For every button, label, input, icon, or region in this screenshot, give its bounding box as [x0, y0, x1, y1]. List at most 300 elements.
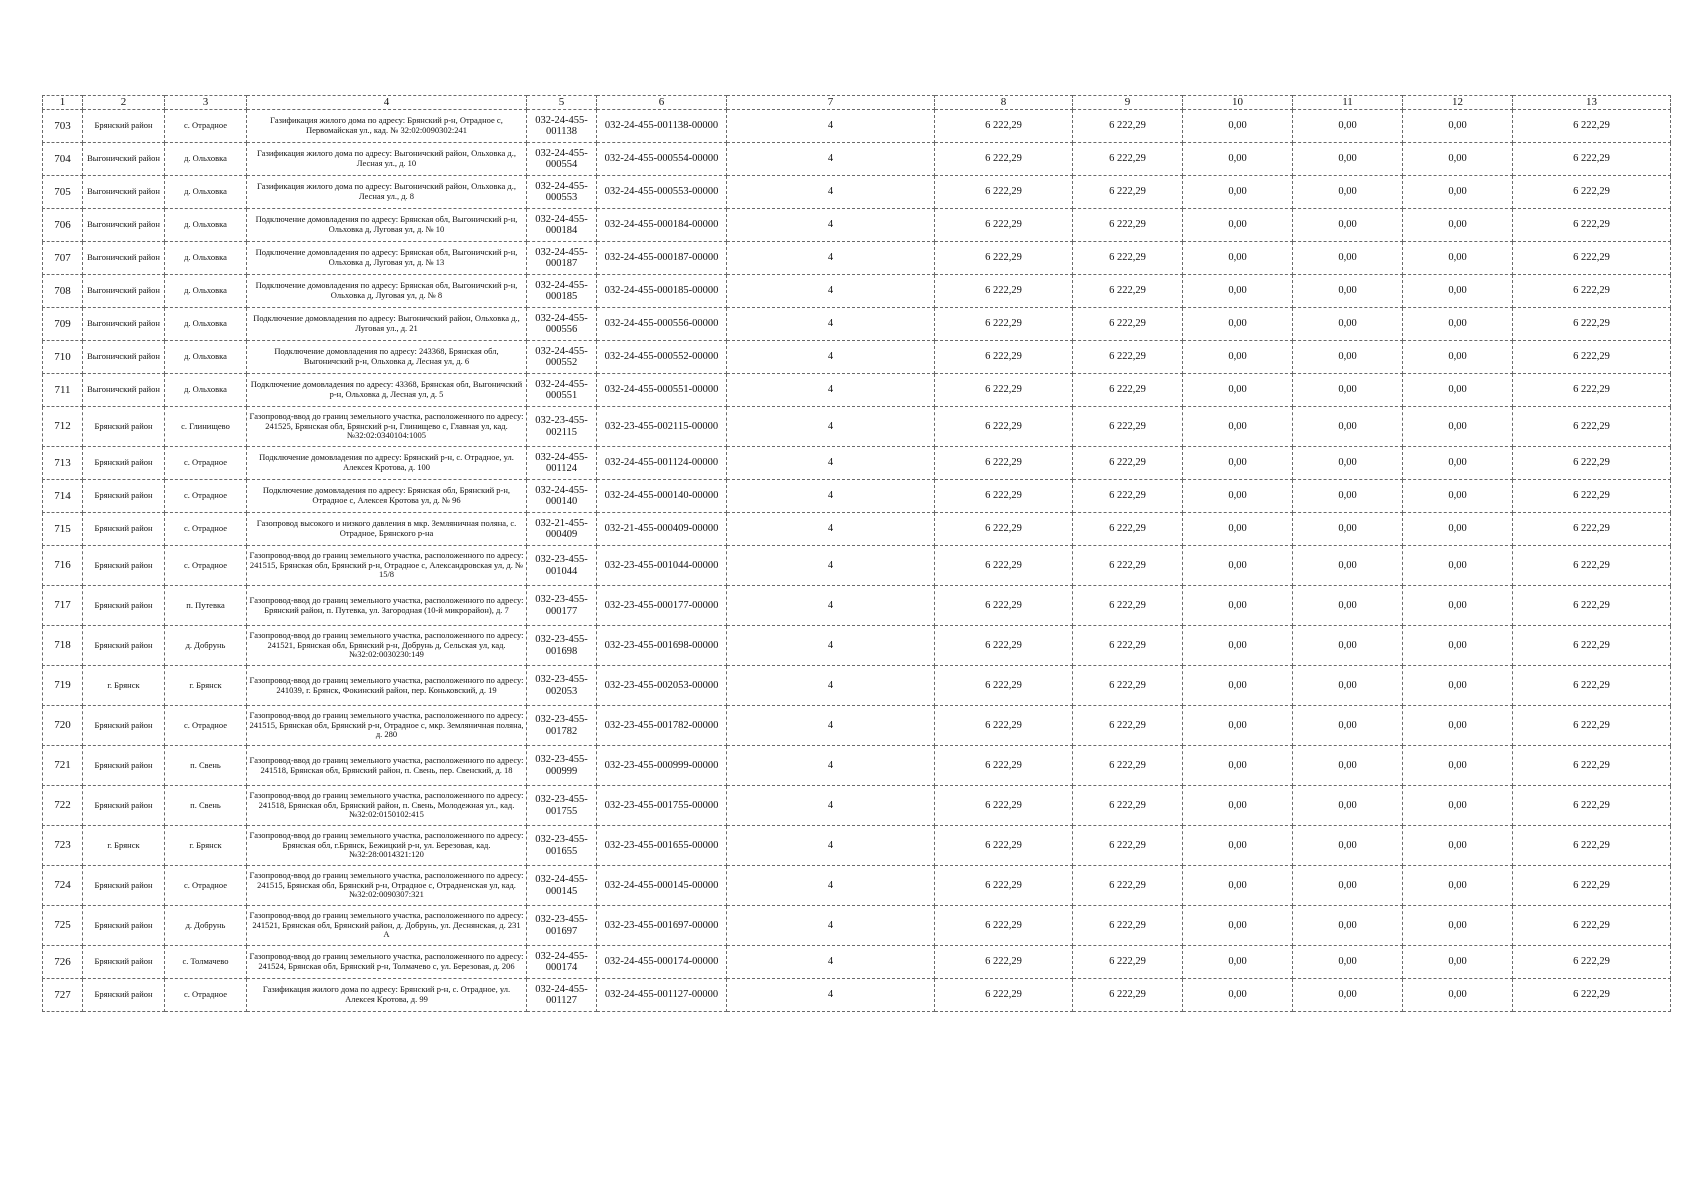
code-cell: 032-23-455-001697 — [527, 906, 597, 946]
locality-cell: с. Отрадное — [165, 706, 247, 746]
full-code-cell: 032-24-455-000187-00000 — [597, 242, 727, 275]
col9-cell: 6 222,29 — [1073, 275, 1183, 308]
locality-cell: с. Отрадное — [165, 546, 247, 586]
col12-cell: 0,00 — [1403, 341, 1513, 374]
col11-cell: 0,00 — [1293, 275, 1403, 308]
locality-cell: д. Ольховка — [165, 242, 247, 275]
code-cell: 032-23-455-002115 — [527, 407, 597, 447]
col8-cell: 6 222,29 — [935, 706, 1073, 746]
col13-cell: 6 222,29 — [1513, 546, 1671, 586]
table-row — [43, 374, 1671, 407]
col8-cell: 6 222,29 — [935, 275, 1073, 308]
col9-cell: 6 222,29 — [1073, 374, 1183, 407]
code-cell: 032-24-455-000174 — [527, 946, 597, 979]
col12-cell: 0,00 — [1403, 626, 1513, 666]
col12-cell: 0,00 — [1403, 447, 1513, 480]
col13-cell: 6 222,29 — [1513, 666, 1671, 706]
col11-cell: 0,00 — [1293, 826, 1403, 866]
table-row — [43, 906, 1671, 946]
col8-cell: 6 222,29 — [935, 946, 1073, 979]
description-cell: Газификация жилого дома по адресу: Выгоничский район, Ольховка д., Лесная ул., д. 8 — [247, 176, 527, 209]
code-cell: 032-24-455-000184 — [527, 209, 597, 242]
col12-cell: 0,00 — [1403, 546, 1513, 586]
col13-cell: 6 222,29 — [1513, 906, 1671, 946]
code-cell: 032-24-455-000551 — [527, 374, 597, 407]
row-number: 712 — [43, 407, 83, 447]
col10-cell: 0,00 — [1183, 626, 1293, 666]
code-cell: 032-24-455-000145 — [527, 866, 597, 906]
col8-cell: 6 222,29 — [935, 979, 1073, 1012]
table-row — [43, 586, 1671, 626]
col13-cell: 6 222,29 — [1513, 308, 1671, 341]
data-table — [42, 95, 1671, 1012]
col12-cell: 0,00 — [1403, 209, 1513, 242]
col11-cell: 0,00 — [1293, 946, 1403, 979]
full-code-cell: 032-24-455-000551-00000 — [597, 374, 727, 407]
row-number: 721 — [43, 746, 83, 786]
district-cell: Брянский район — [83, 407, 165, 447]
col11-cell: 0,00 — [1293, 209, 1403, 242]
district-cell: Брянский район — [83, 946, 165, 979]
col9-cell: 6 222,29 — [1073, 480, 1183, 513]
col9-cell: 6 222,29 — [1073, 176, 1183, 209]
col11-cell: 0,00 — [1293, 666, 1403, 706]
table-row — [43, 242, 1671, 275]
col10-cell: 0,00 — [1183, 586, 1293, 626]
description-cell: Газопровод-ввод до границ земельного участка, расположенного по адресу: Брянский район, п. Путевка, ул. Загородная (10-й микрорайон), д. 7 — [247, 586, 527, 626]
col9-cell: 6 222,29 — [1073, 209, 1183, 242]
district-cell: Брянский район — [83, 866, 165, 906]
full-code-cell: 032-23-455-001698-00000 — [597, 626, 727, 666]
col12-cell: 0,00 — [1403, 242, 1513, 275]
locality-cell: д. Добрунь — [165, 626, 247, 666]
district-cell: Брянский район — [83, 906, 165, 946]
locality-cell: п. Путевка — [165, 586, 247, 626]
row-number: 704 — [43, 143, 83, 176]
col11-cell: 0,00 — [1293, 143, 1403, 176]
locality-cell: д. Ольховка — [165, 176, 247, 209]
column-header-8: 8 — [935, 96, 1073, 110]
col9-cell: 6 222,29 — [1073, 666, 1183, 706]
description-cell: Подключение домовладения по адресу: Брянская обл, Выгоничский р-н, Ольховка д, Луговая ул, д. № 10 — [247, 209, 527, 242]
col12-cell: 0,00 — [1403, 706, 1513, 746]
locality-cell: п. Свень — [165, 746, 247, 786]
column-header-10: 10 — [1183, 96, 1293, 110]
col11-cell: 0,00 — [1293, 447, 1403, 480]
district-cell: Брянский район — [83, 110, 165, 143]
district-cell: Выгоничский район — [83, 209, 165, 242]
col10-cell: 0,00 — [1183, 374, 1293, 407]
table-row — [43, 513, 1671, 546]
col12-cell: 0,00 — [1403, 826, 1513, 866]
col11-cell: 0,00 — [1293, 586, 1403, 626]
col12-cell: 0,00 — [1403, 866, 1513, 906]
description-cell: Газопровод-ввод до границ земельного участка, расположенного по адресу: 241515, Брянская обл, Брянский р-н, Отрадное с, Александровская ул, д. № 15/8 — [247, 546, 527, 586]
col7-cell: 4 — [727, 979, 935, 1012]
col7-cell: 4 — [727, 513, 935, 546]
row-number: 726 — [43, 946, 83, 979]
district-cell: Выгоничский район — [83, 308, 165, 341]
full-code-cell: 032-21-455-000409-00000 — [597, 513, 727, 546]
locality-cell: д. Ольховка — [165, 143, 247, 176]
col7-cell: 4 — [727, 946, 935, 979]
row-number: 714 — [43, 480, 83, 513]
district-cell: Выгоничский район — [83, 374, 165, 407]
col11-cell: 0,00 — [1293, 979, 1403, 1012]
col10-cell: 0,00 — [1183, 666, 1293, 706]
full-code-cell: 032-24-455-000554-00000 — [597, 143, 727, 176]
col13-cell: 6 222,29 — [1513, 275, 1671, 308]
district-cell: Брянский район — [83, 979, 165, 1012]
col9-cell: 6 222,29 — [1073, 906, 1183, 946]
column-header-2: 2 — [83, 96, 165, 110]
row-number: 725 — [43, 906, 83, 946]
col13-cell: 6 222,29 — [1513, 176, 1671, 209]
col11-cell: 0,00 — [1293, 746, 1403, 786]
col8-cell: 6 222,29 — [935, 447, 1073, 480]
col9-cell: 6 222,29 — [1073, 626, 1183, 666]
col9-cell: 6 222,29 — [1073, 143, 1183, 176]
full-code-cell: 032-23-455-002053-00000 — [597, 666, 727, 706]
description-cell: Газопровод-ввод до границ земельного участка, расположенного по адресу: 241518, Брянская обл, Брянский район, п. Свень, пер. Свенский, д. 18 — [247, 746, 527, 786]
locality-cell: г. Брянск — [165, 826, 247, 866]
col9-cell: 6 222,29 — [1073, 586, 1183, 626]
col13-cell: 6 222,29 — [1513, 374, 1671, 407]
col9-cell: 6 222,29 — [1073, 513, 1183, 546]
row-number: 709 — [43, 308, 83, 341]
col9-cell: 6 222,29 — [1073, 946, 1183, 979]
description-cell: Подключение домовладения по адресу: Брянская обл, Брянский р-н, Отрадное с, Алексея Кротова ул, д. № 96 — [247, 480, 527, 513]
col12-cell: 0,00 — [1403, 906, 1513, 946]
col13-cell: 6 222,29 — [1513, 447, 1671, 480]
description-cell: Газификация жилого дома по адресу: Выгоничский район, Ольховка д., Лесная ул., д. 10 — [247, 143, 527, 176]
col13-cell: 6 222,29 — [1513, 110, 1671, 143]
full-code-cell: 032-23-455-001697-00000 — [597, 906, 727, 946]
code-cell: 032-21-455-000409 — [527, 513, 597, 546]
description-cell: Подключение домовладения по адресу: Брянская обл, Выгоничский р-н, Ольховка д, Луговая ул, д. № 8 — [247, 275, 527, 308]
col8-cell: 6 222,29 — [935, 242, 1073, 275]
col12-cell: 0,00 — [1403, 666, 1513, 706]
col10-cell: 0,00 — [1183, 546, 1293, 586]
col11-cell: 0,00 — [1293, 513, 1403, 546]
col13-cell: 6 222,29 — [1513, 586, 1671, 626]
full-code-cell: 032-23-455-001782-00000 — [597, 706, 727, 746]
col10-cell: 0,00 — [1183, 447, 1293, 480]
full-code-cell: 032-24-455-001138-00000 — [597, 110, 727, 143]
table-row — [43, 979, 1671, 1012]
col9-cell: 6 222,29 — [1073, 407, 1183, 447]
col8-cell: 6 222,29 — [935, 176, 1073, 209]
col11-cell: 0,00 — [1293, 866, 1403, 906]
district-cell: Брянский район — [83, 546, 165, 586]
locality-cell: с. Глинищево — [165, 407, 247, 447]
col10-cell: 0,00 — [1183, 706, 1293, 746]
col13-cell: 6 222,29 — [1513, 209, 1671, 242]
full-code-cell: 032-23-455-001044-00000 — [597, 546, 727, 586]
full-code-cell: 032-24-455-000174-00000 — [597, 946, 727, 979]
full-code-cell: 032-24-455-000184-00000 — [597, 209, 727, 242]
description-cell: Газопровод высокого и низкого давления в мкр. Земляничная поляна, с. Отрадное, Брянского р-на — [247, 513, 527, 546]
col13-cell: 6 222,29 — [1513, 341, 1671, 374]
col10-cell: 0,00 — [1183, 746, 1293, 786]
row-number: 703 — [43, 110, 83, 143]
col10-cell: 0,00 — [1183, 946, 1293, 979]
table-row — [43, 706, 1671, 746]
code-cell: 032-24-455-000187 — [527, 242, 597, 275]
col7-cell: 4 — [727, 786, 935, 826]
col8-cell: 6 222,29 — [935, 143, 1073, 176]
col12-cell: 0,00 — [1403, 513, 1513, 546]
table-row — [43, 946, 1671, 979]
locality-cell: с. Отрадное — [165, 480, 247, 513]
description-cell: Газопровод-ввод до границ земельного участка, расположенного по адресу: 241524, Брянская обл, Брянский р-н, Толмачево с, ул. Березовая, д. 206 — [247, 946, 527, 979]
col11-cell: 0,00 — [1293, 407, 1403, 447]
code-cell: 032-23-455-001044 — [527, 546, 597, 586]
code-cell: 032-24-455-001127 — [527, 979, 597, 1012]
full-code-cell: 032-23-455-002115-00000 — [597, 407, 727, 447]
row-number: 713 — [43, 447, 83, 480]
code-cell: 032-23-455-001755 — [527, 786, 597, 826]
col7-cell: 4 — [727, 110, 935, 143]
locality-cell: п. Свень — [165, 786, 247, 826]
col7-cell: 4 — [727, 143, 935, 176]
header-row — [43, 96, 1671, 110]
table-row — [43, 866, 1671, 906]
description-cell: Газопровод-ввод до границ земельного участка, расположенного по адресу: 241521, Брянская обл, Брянский р-н, Добрунь д, Сельская ул, кад. №32:02:0030230:149 — [247, 626, 527, 666]
table-row — [43, 407, 1671, 447]
col10-cell: 0,00 — [1183, 110, 1293, 143]
col12-cell: 0,00 — [1403, 308, 1513, 341]
col12-cell: 0,00 — [1403, 407, 1513, 447]
row-number: 706 — [43, 209, 83, 242]
col13-cell: 6 222,29 — [1513, 946, 1671, 979]
full-code-cell: 032-24-455-000556-00000 — [597, 308, 727, 341]
col9-cell: 6 222,29 — [1073, 786, 1183, 826]
col10-cell: 0,00 — [1183, 786, 1293, 826]
col7-cell: 4 — [727, 626, 935, 666]
col12-cell: 0,00 — [1403, 176, 1513, 209]
row-number: 720 — [43, 706, 83, 746]
description-cell: Газопровод-ввод до границ земельного участка, расположенного по адресу: 241039, г. Брянск, Фокинский район, пер. Коньковский, д. 19 — [247, 666, 527, 706]
description-cell: Газопровод-ввод до границ земельного участка, расположенного по адресу: 241525, Брянская обл, Брянский р-н, Глинищево с, Главная ул, кад. №32:02:0340104:1005 — [247, 407, 527, 447]
col12-cell: 0,00 — [1403, 979, 1513, 1012]
table-row — [43, 626, 1671, 666]
col7-cell: 4 — [727, 407, 935, 447]
locality-cell: д. Добрунь — [165, 906, 247, 946]
col11-cell: 0,00 — [1293, 242, 1403, 275]
column-header-5: 5 — [527, 96, 597, 110]
row-number: 705 — [43, 176, 83, 209]
col8-cell: 6 222,29 — [935, 826, 1073, 866]
code-cell: 032-23-455-002053 — [527, 666, 597, 706]
code-cell: 032-23-455-000177 — [527, 586, 597, 626]
col11-cell: 0,00 — [1293, 308, 1403, 341]
col12-cell: 0,00 — [1403, 143, 1513, 176]
col11-cell: 0,00 — [1293, 480, 1403, 513]
table-row — [43, 746, 1671, 786]
col9-cell: 6 222,29 — [1073, 308, 1183, 341]
col8-cell: 6 222,29 — [935, 341, 1073, 374]
table-row — [43, 308, 1671, 341]
col7-cell: 4 — [727, 374, 935, 407]
col9-cell: 6 222,29 — [1073, 866, 1183, 906]
full-code-cell: 032-23-455-001655-00000 — [597, 826, 727, 866]
col9-cell: 6 222,29 — [1073, 826, 1183, 866]
col7-cell: 4 — [727, 866, 935, 906]
col9-cell: 6 222,29 — [1073, 546, 1183, 586]
col12-cell: 0,00 — [1403, 786, 1513, 826]
row-number: 715 — [43, 513, 83, 546]
col7-cell: 4 — [727, 666, 935, 706]
col11-cell: 0,00 — [1293, 626, 1403, 666]
full-code-cell: 032-24-455-000553-00000 — [597, 176, 727, 209]
col7-cell: 4 — [727, 341, 935, 374]
locality-cell: д. Ольховка — [165, 209, 247, 242]
description-cell: Газопровод-ввод до границ земельного участка, расположенного по адресу: 241521, Брянская обл, Брянский район, д. Добрунь, ул. Деснянская, д. 231 А — [247, 906, 527, 946]
col7-cell: 4 — [727, 586, 935, 626]
locality-cell: д. Ольховка — [165, 374, 247, 407]
col10-cell: 0,00 — [1183, 826, 1293, 866]
col12-cell: 0,00 — [1403, 586, 1513, 626]
district-cell: г. Брянск — [83, 666, 165, 706]
district-cell: Выгоничский район — [83, 143, 165, 176]
col7-cell: 4 — [727, 176, 935, 209]
description-cell: Подключение домовладения по адресу: Выгоничский район, Ольховка д., Луговая ул., д. 21 — [247, 308, 527, 341]
code-cell: 032-24-455-000556 — [527, 308, 597, 341]
col13-cell: 6 222,29 — [1513, 407, 1671, 447]
col7-cell: 4 — [727, 447, 935, 480]
locality-cell: д. Ольховка — [165, 308, 247, 341]
district-cell: Выгоничский район — [83, 275, 165, 308]
table-row — [43, 209, 1671, 242]
code-cell: 032-24-455-001138 — [527, 110, 597, 143]
document-page — [42, 95, 1610, 1012]
col8-cell: 6 222,29 — [935, 786, 1073, 826]
table-row — [43, 480, 1671, 513]
locality-cell: с. Толмачево — [165, 946, 247, 979]
col11-cell: 0,00 — [1293, 706, 1403, 746]
row-number: 722 — [43, 786, 83, 826]
row-number: 707 — [43, 242, 83, 275]
col10-cell: 0,00 — [1183, 242, 1293, 275]
description-cell: Газопровод-ввод до границ земельного участка, расположенного по адресу: 241515, Брянская обл, Брянский р-н, Отрадное с, мкр. Земляничная поляна, д. 280 — [247, 706, 527, 746]
col9-cell: 6 222,29 — [1073, 341, 1183, 374]
col12-cell: 0,00 — [1403, 110, 1513, 143]
district-cell: Брянский район — [83, 480, 165, 513]
col8-cell: 6 222,29 — [935, 110, 1073, 143]
column-header-13: 13 — [1513, 96, 1671, 110]
code-cell: 032-24-455-000552 — [527, 341, 597, 374]
col7-cell: 4 — [727, 546, 935, 586]
column-header-9: 9 — [1073, 96, 1183, 110]
description-cell: Газопровод-ввод до границ земельного участка, расположенного по адресу: 241518, Брянская обл, Брянский район, п. Свень, Молодежная ул., кад. №32:02:0150102:415 — [247, 786, 527, 826]
description-cell: Подключение домовладения по адресу: 243368, Брянская обл, Выгоничский р-н, Ольховка д, Лесная ул, д. 6 — [247, 341, 527, 374]
district-cell: Брянский район — [83, 786, 165, 826]
district-cell: Выгоничский район — [83, 242, 165, 275]
full-code-cell: 032-24-455-000145-00000 — [597, 866, 727, 906]
col8-cell: 6 222,29 — [935, 407, 1073, 447]
col9-cell: 6 222,29 — [1073, 242, 1183, 275]
col10-cell: 0,00 — [1183, 341, 1293, 374]
locality-cell: с. Отрадное — [165, 110, 247, 143]
description-cell: Подключение домовладения по адресу: Брянский р-н, с. Отрадное, ул. Алексея Кротова, д. 100 — [247, 447, 527, 480]
code-cell: 032-24-455-000185 — [527, 275, 597, 308]
table-row — [43, 110, 1671, 143]
row-number: 711 — [43, 374, 83, 407]
col9-cell: 6 222,29 — [1073, 110, 1183, 143]
col9-cell: 6 222,29 — [1073, 746, 1183, 786]
col11-cell: 0,00 — [1293, 786, 1403, 826]
col8-cell: 6 222,29 — [935, 666, 1073, 706]
col8-cell: 6 222,29 — [935, 586, 1073, 626]
code-cell: 032-24-455-000140 — [527, 480, 597, 513]
locality-cell: с. Отрадное — [165, 979, 247, 1012]
col10-cell: 0,00 — [1183, 480, 1293, 513]
col12-cell: 0,00 — [1403, 374, 1513, 407]
col11-cell: 0,00 — [1293, 374, 1403, 407]
row-number: 708 — [43, 275, 83, 308]
col10-cell: 0,00 — [1183, 308, 1293, 341]
col11-cell: 0,00 — [1293, 341, 1403, 374]
locality-cell: с. Отрадное — [165, 447, 247, 480]
table-row — [43, 143, 1671, 176]
column-header-12: 12 — [1403, 96, 1513, 110]
table-row — [43, 341, 1671, 374]
col8-cell: 6 222,29 — [935, 374, 1073, 407]
col7-cell: 4 — [727, 706, 935, 746]
locality-cell: г. Брянск — [165, 666, 247, 706]
col13-cell: 6 222,29 — [1513, 979, 1671, 1012]
col13-cell: 6 222,29 — [1513, 706, 1671, 746]
col8-cell: 6 222,29 — [935, 906, 1073, 946]
col10-cell: 0,00 — [1183, 407, 1293, 447]
col13-cell: 6 222,29 — [1513, 786, 1671, 826]
row-number: 723 — [43, 826, 83, 866]
table-row — [43, 176, 1671, 209]
full-code-cell: 032-24-455-000140-00000 — [597, 480, 727, 513]
col7-cell: 4 — [727, 746, 935, 786]
code-cell: 032-23-455-001782 — [527, 706, 597, 746]
code-cell: 032-24-455-000554 — [527, 143, 597, 176]
district-cell: Брянский район — [83, 447, 165, 480]
column-header-6: 6 — [597, 96, 727, 110]
col13-cell: 6 222,29 — [1513, 746, 1671, 786]
table-row — [43, 275, 1671, 308]
district-cell: Брянский район — [83, 746, 165, 786]
col8-cell: 6 222,29 — [935, 308, 1073, 341]
code-cell: 032-24-455-001124 — [527, 447, 597, 480]
locality-cell: д. Ольховка — [165, 275, 247, 308]
col13-cell: 6 222,29 — [1513, 242, 1671, 275]
column-header-4: 4 — [247, 96, 527, 110]
row-number: 717 — [43, 586, 83, 626]
column-header-3: 3 — [165, 96, 247, 110]
table-row — [43, 826, 1671, 866]
col9-cell: 6 222,29 — [1073, 706, 1183, 746]
col11-cell: 0,00 — [1293, 110, 1403, 143]
table-row — [43, 447, 1671, 480]
col11-cell: 0,00 — [1293, 176, 1403, 209]
col7-cell: 4 — [727, 826, 935, 866]
col8-cell: 6 222,29 — [935, 513, 1073, 546]
full-code-cell: 032-23-455-000999-00000 — [597, 746, 727, 786]
col8-cell: 6 222,29 — [935, 480, 1073, 513]
col7-cell: 4 — [727, 308, 935, 341]
district-cell: Выгоничский район — [83, 176, 165, 209]
col8-cell: 6 222,29 — [935, 546, 1073, 586]
col13-cell: 6 222,29 — [1513, 866, 1671, 906]
full-code-cell: 032-24-455-000552-00000 — [597, 341, 727, 374]
